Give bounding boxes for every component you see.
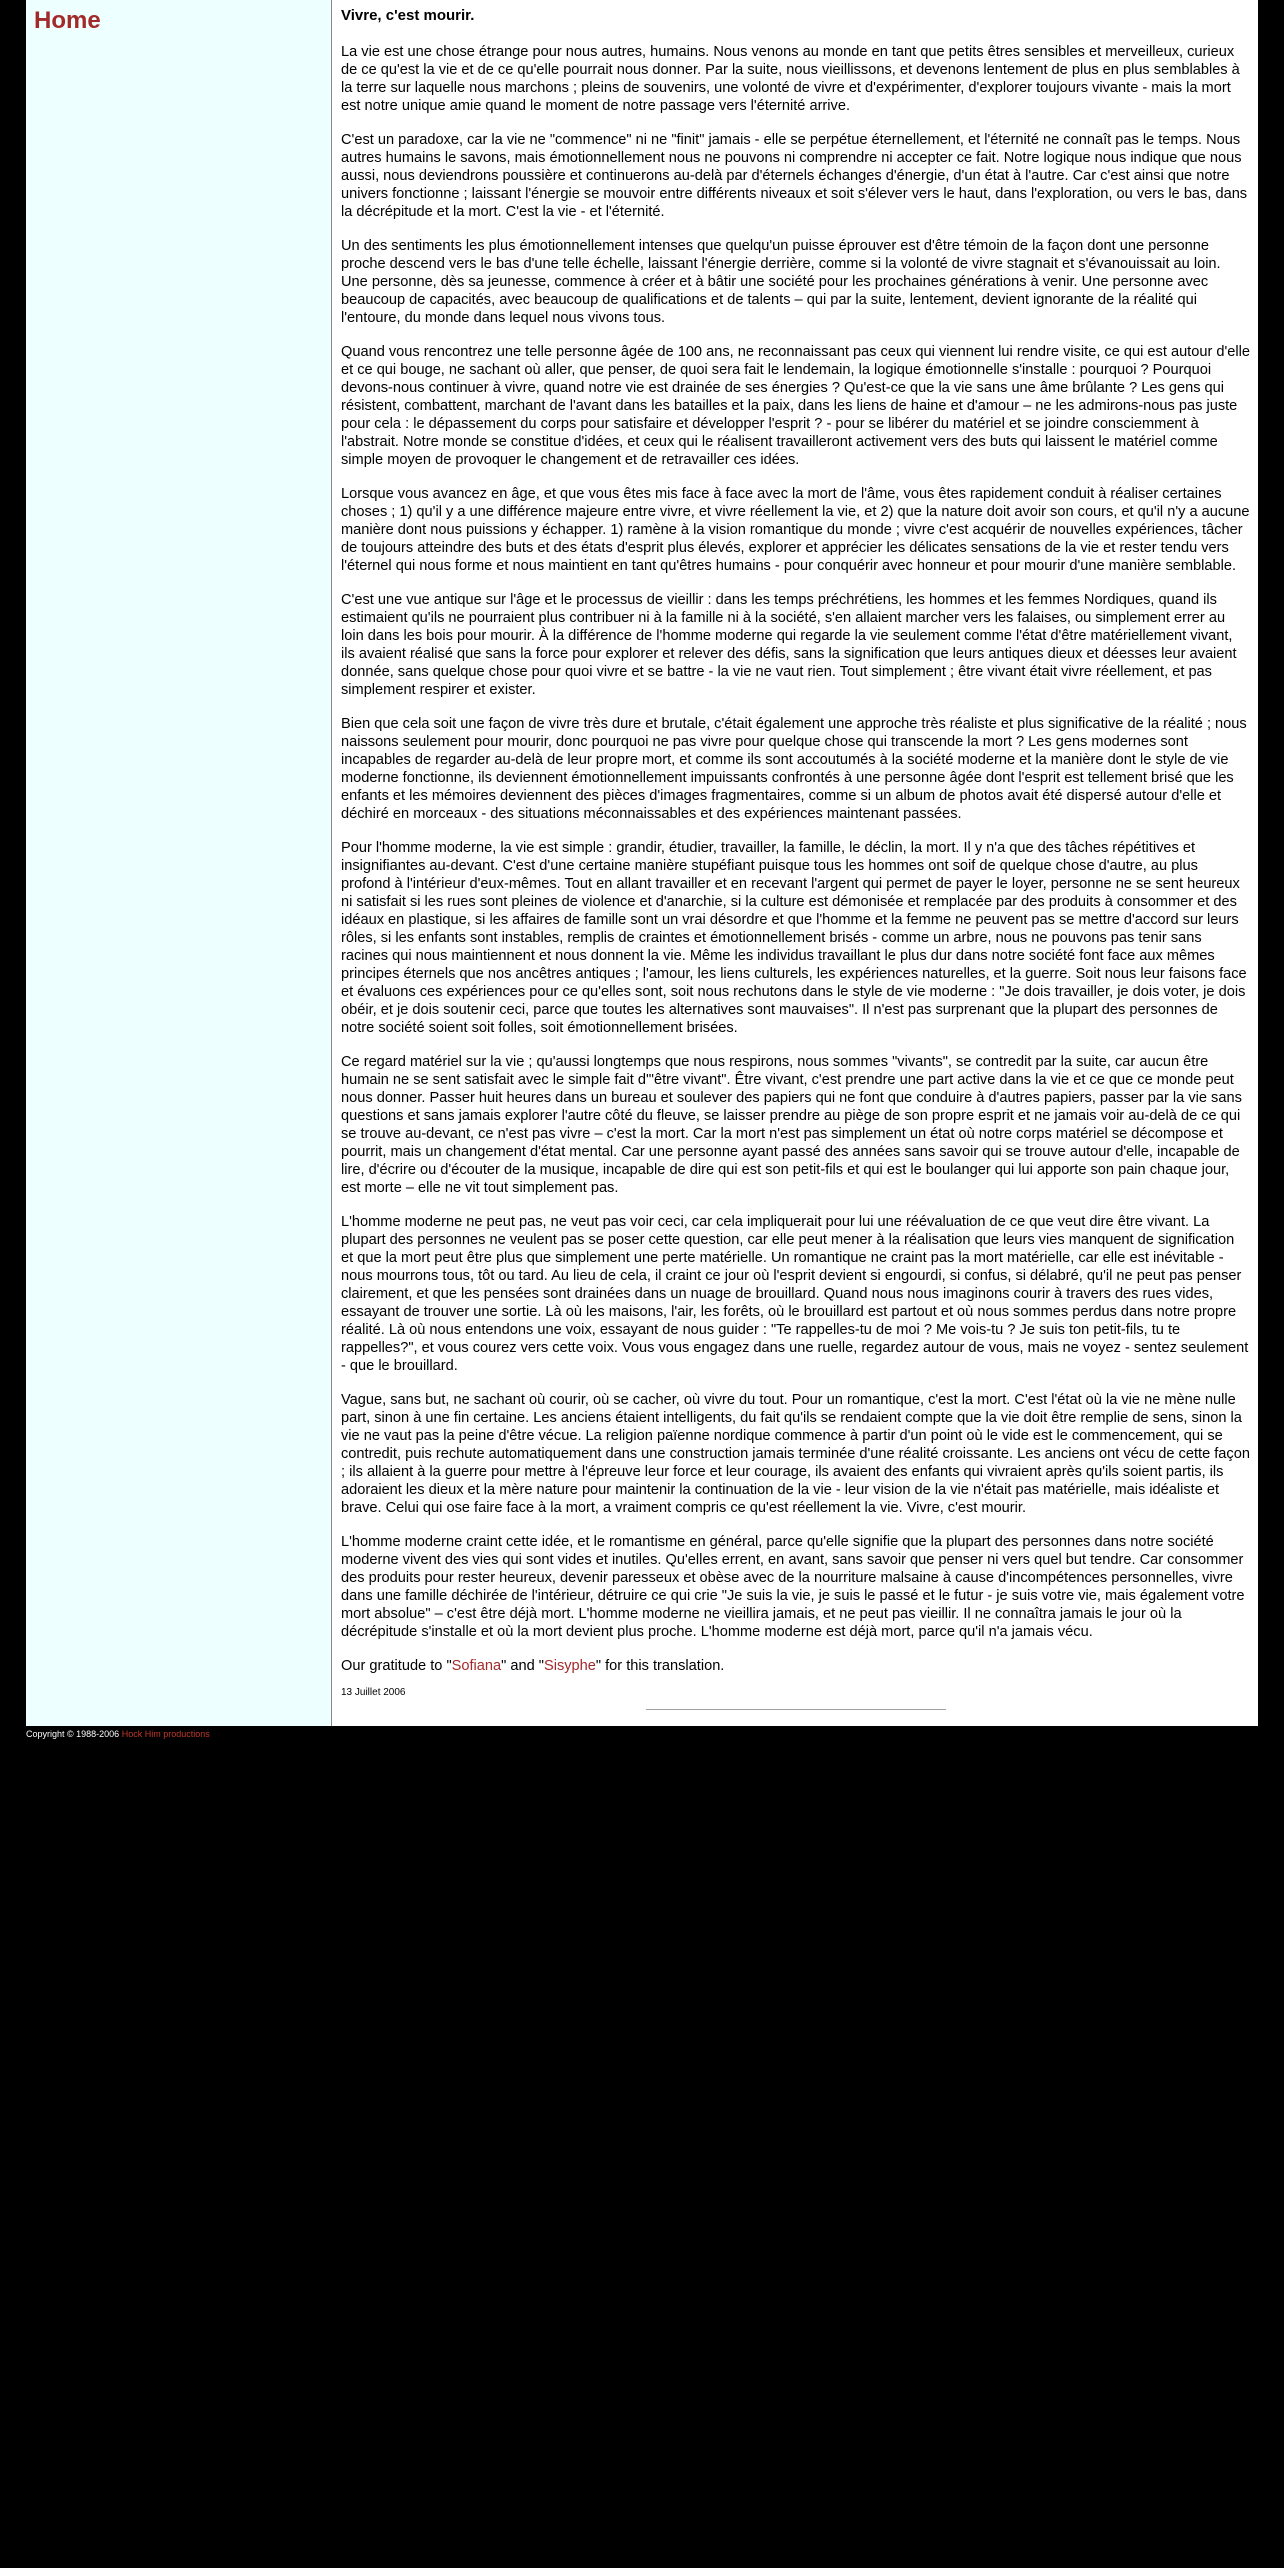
paragraph: C'est une vue antique sur l'âge et le processus de vieillir : dans les temps préchrétiens, les hommes et les femmes Nordiques, quand ils estimaient qu'ils ne pourraient plus contribuer ni à la famille ni à la société, s'en allaient marcher vers les falaises, ou simplement errer au loin dans les bois pour mourir. À la différence de l'homme moderne qui regarde la vie seulement comme l'état d'être matériellement vivant, ils avaient réalisé que sans la force pour explorer et relever des défis, sans la signification que leurs antiques dieux et déesses leur avaient donnée, sans quelque chose pour quoi vivre et se battre - la vie ne vaut rien. Tout simplement ; être vivant était vivre réellement, et pas simplement respirer et exister. — [341, 592, 1237, 698]
footer-productions-link[interactable]: Hock Him productions — [121, 1729, 210, 1739]
paragraph: Pour l'homme moderne, la vie est simple : grandir, étudier, travailler, la famille, le déclin, la mort. Il y n'a que des tâches répétitives et insignifiantes au-devant. C'est d'une certaine manière stupéfiant puisque tous les hommes ont soif de quelque chose d'autre, au plus profond à l'intérieur d'eux-mêmes. Tout en allant travailler et en recevant l'argent qui permet de payer le loyer, personne ne se sent heureux ni satisfait si les rues sont pleines de violence et d'anarchie, si la culture est démonisée et remplacée par des produits à consommer et des idéaux en plastique, si les affaires de famille sont un vrai désordre et que l'homme et la femme ne peuvent pas se mettre d'accord sur leurs rôles, si les enfants sont instables, remplis de craintes et émotionnellement brisés - comme un arbre, nous ne pouvons pas tenir sans racines qui nous maintiennent et nous donnent la vie. Même les individus travaillant le plus dur dans notre société font face aux mêmes principes éternels que nos ancêtres antiques ; l'amour, les liens culturels, les expériences naturelles, et la guerre. Soit nous leur faisons face et évaluons ces expériences pour ce qu'elles sont, soit nous rechutons dans le style de vie moderne : "Je dois travailler, je dois voter, je dois obéir, et je dois soutenir ceci, parce que toutes les alternatives sont mauvaises". Il n'est pas surprenant que la plupart des personnes de notre société soient soit folles, soit émotionnellement brisées. — [341, 840, 1247, 1036]
translator-link-sisyphe[interactable]: Sisyphe — [543, 1658, 596, 1674]
paragraph: Lorsque vous avancez en âge, et que vous êtes mis face à face avec la mort de l'âme, vous êtes rapidement conduit à réaliser certaines choses ; 1) qu'il y a une différence majeure entre vivre, et vivre réellement la vie, et 2) que la nature doit avoir son cours, et qu'il n'y a aucune manière dont nous puissions y échapper. 1) ramène à la vision romantique du monde ; vivre c'est acquérir de nouvelles expériences, tâcher de toujours atteindre des buts et des états d'esprit plus élevés, explorer et apprécier les délicates sensations de la vie et rester tendu vers l'éternel qui nous forme et nous maintient en tant qu'êtres humains - pour conquérir avec honneur et pour mourir d'une manière semblable. — [341, 486, 1250, 574]
publish-date: 13 Juillet 2006 — [341, 1687, 406, 1698]
page-layout — [26, 0, 1258, 1726]
credit-prefix: Our gratitude to " — [341, 1658, 452, 1674]
horizontal-divider — [646, 1709, 946, 1710]
paragraph: C'est un paradoxe, car la vie ne "commence" ni ne "finit" jamais - elle se perpétue éternellement, et l'éternité ne connaît pas le temps. Nous autres humains le savons, mais émotionnellement nous ne pouvons ni comprendre ni accepter ce fait. Notre logique nous indique que nous aussi, nous deviendrons poussière et continuerons au-delà par d'éternels échanges d'énergie, d'un état à l'autre. Car c'est ainsi que notre univers fonctionne ; laissant l'énergie se mouvoir entre différents niveaux et soit s'élever vers le haut, dans l'exploration, ou vers le bas, dans la décrépitude et la mort. C'est la vie - et l'éternité. — [341, 132, 1248, 220]
credit-mid: " and " — [501, 1658, 544, 1674]
page-wrapper — [26, 0, 1258, 1740]
copyright-text: Copyright © 1988-2006 — [26, 1729, 120, 1739]
translation-credit — [341, 1657, 1250, 1675]
paragraph: L'homme moderne craint cette idée, et le romantisme en général, parce qu'elle signifie que la plupart des personnes dans notre société moderne vivent des vies qui sont vides et inutiles. Qu'elles errent, en avant, sans savoir que penser ni vers quel but tendre. Car consommer des produits pour rester heureux, devenir paresseux et obèse avec de la nourriture malsaine à cause d'incompétences personnelles, vivre dans une famille déchirée de l'intérieur, détruire ce qui crie "Je suis la vie, je suis le passé et le futur - je suis votre vie, mais également votre mort absolue" – c'est être déjà mort. L'homme moderne ne vieillira jamais, et ne peut pas vieillir. Il ne connaîtra jamais le jour où la décrépitude s'installe et où la mort devient plus proche. L'homme moderne est déjà mort, parce qu'il n'a jamais vécu. — [341, 1534, 1245, 1640]
main-content — [332, 0, 1258, 1726]
home-link[interactable]: Home — [34, 7, 101, 34]
article-title: Vivre, c'est mourir. — [341, 7, 475, 24]
translator-link-sofiana[interactable]: Sofiana — [451, 1658, 502, 1674]
paragraph: L'homme moderne ne peut pas, ne veut pas voir ceci, car cela impliquerait pour lui une réévaluation de ce que veut dire être vivant. La plupart des personnes ne veulent pas se poser cette question, car elle peut mener à la réalisation que leurs vies manquent de signification et que la mort peut être plus que simplement une perte matérielle. Un romantique ne craint pas la mort matérielle, car elle est inévitable - nous mourrons tous, tôt ou tard. Au lieu de cela, il craint ce jour où l'esprit devient si engourdi, si confus, si délabré, qu'il ne peut pas penser clairement, et que les pensées sont drainées dans un nuage de brouillard. Quand nous nous imaginons courir à travers des rues vides, essayant de trouver une sortie. Là où les maisons, l'air, les forêts, où le brouillard est partout et où nous sommes perdus dans notre propre réalité. Là où nous entendons une voix, essayant de nous guider : "Te rappelles-tu de moi ? Me vois-tu ? Je suis ton petit-fils, tu te rappelles?", et vous courez vers cette voix. Vous vous engagez dans une ruelle, regardez autour de vous, mais ne voyez - sentez seulement - que le brouillard. — [341, 1214, 1249, 1374]
sidebar — [26, 0, 332, 1726]
footer — [26, 1726, 1258, 1740]
paragraph: Vague, sans but, ne sachant où courir, où se cacher, où vivre du tout. Pour un romantique, c'est la mort. C'est l'état où la vie ne mène nulle part, sinon à une fin certaine. Les anciens étaient intelligents, du fait qu'ils se rendaient compte que la vie doit être remplie de sens, sinon la vie ne vaut pas la peine d'être vécue. La religion païenne nordique commence à partir d'un point où le vide est le commencement, qui se contredit, puis rechute automatiquement dans une construction jamais terminée d'une réalité croissante. Les anciens ont vécu de cette façon ; ils allaient à la guerre pour mettre à l'épreuve leur force et leur courage, ils avaient des enfants qui vivraient après qu'ils soient partis, ils adoraient les dieux et la mère nature pour maintenir la continuation de la vie - leur vision de la vie n'était pas matérielle, mais idéaliste et brave. Celui qui ose faire face à la mort, a vraiment compris ce qu'est réellement la vie. Vivre, c'est mourir. — [341, 1392, 1250, 1516]
paragraph: Quand vous rencontrez une telle personne âgée de 100 ans, ne reconnaissant pas ceux qui viennent lui rendre visite, ce qui est autour d'elle et ce qui bouge, ne sachant où aller, que penser, de quoi sera fait le lendemain, la logique émotionnelle s'installe : pourquoi ? Pourquoi devons-nous continuer à vivre, quand notre vie est drainée de ses énergies ? Qu'est-ce que la vie sans une âme brûlante ? Les gens qui résistent, combattent, marchant de l'avant dans les batailles et la paix, dans les liens de haine et d'amour – ne les admirons-nous pas juste pour cela : le dépassement du corps pour satisfaire et développer l'esprit ? - pour se libérer du matériel et se joindre consciemment à l'abstrait. Notre monde se constitue d'idées, et ceux qui le réalisent travailleront activement vers des buts qui laissent le matériel comme simple moyen de provoquer le changement et de retravailler ces idées. — [341, 344, 1251, 468]
paragraph: La vie est une chose étrange pour nous autres, humains. Nous venons au monde en tant que petits êtres sensibles et merveilleux, curieux de ce qu'est la vie et de ce qu'elle pourrait nous donner. Par la suite, nous vieillissons, et devenons lentement de plus en plus semblables à la terre sur laquelle nous marchons ; pleins de souvenirs, une volonté de vivre et d'expérimenter, d'explorer toujours vivante - mais la mort est notre unique amie quand le moment de notre passage vers l'éternité arrive. — [341, 44, 1240, 114]
paragraph: Ce regard matériel sur la vie ; qu'aussi longtemps que nous respirons, nous sommes "vivants", se contredit par la suite, car aucun être humain ne se sent satisfait avec le simple fait d'"être vivant". Être vivant, c'est prendre une part active dans la vie et ce que ce monde peut nous donner. Passer huit heures dans un bureau et soulever des papiers qui ne font que conduire à d'autres papiers, passer par la vie sans questions et sans jamais explorer l'autre côté du fleuve, se laisser prendre au piège de son propre esprit et ne jamais voir au-delà de ce qui se trouve au-devant, ce n'est pas vivre – c'est la mort. Car la mort n'est pas simplement un état où notre corps matériel se décompose et pourrit, mais un changement d'état mental. Car une personne ayant passé des années sans savoir qui se trouve autour d'elle, incapable de lire, d'écrire ou d'écouter de la musique, incapable de dire qui est son petit-fils et qui est le boulanger qui lui apporte son pain chaque jour, est morte – elle ne vit tout simplement pas. — [341, 1054, 1242, 1196]
credit-suffix: " for this translation. — [595, 1658, 725, 1674]
paragraph: Un des sentiments les plus émotionnellement intenses que quelqu'un puisse éprouver est d'être témoin de la façon dont une personne proche descend vers le bas d'une telle échelle, laissant l'énergie derrière, comme si la volonté de vivre stagnait et s'évanouissait au loin. Une personne, dès sa jeunesse, commence à créer et à bâtir une société pour les prochaines générations à venir. Une personne avec beaucoup de capacités, avec beaucoup de qualifications et de talents – qui par la suite, lentement, devient ignorante de la réalité qui l'entoure, du monde dans lequel nous vivons tous. — [341, 238, 1221, 326]
paragraph: Bien que cela soit une façon de vivre très dure et brutale, c'était également une approche très réaliste et plus significative de la réalité ; nous naissons seulement pour mourir, donc pourquoi ne pas vivre pour quelque chose qui transcende la mort ? Les gens modernes sont incapables de regarder au-delà de leur propre mort, et comme ils sont accoutumés à la société moderne et la manière dont le style de vie moderne fonctionne, ils deviennent émotionnellement impuissants confrontés à une personne âgée dont l'esprit est tellement brisé que les enfants et les mémoires deviennent des pièces d'images fragmentaires, comme si un album de photos avait été dispersé autour d'elle et déchiré en morceaux - des situations méconnaissables et des expériences maintenant passées. — [341, 716, 1247, 822]
